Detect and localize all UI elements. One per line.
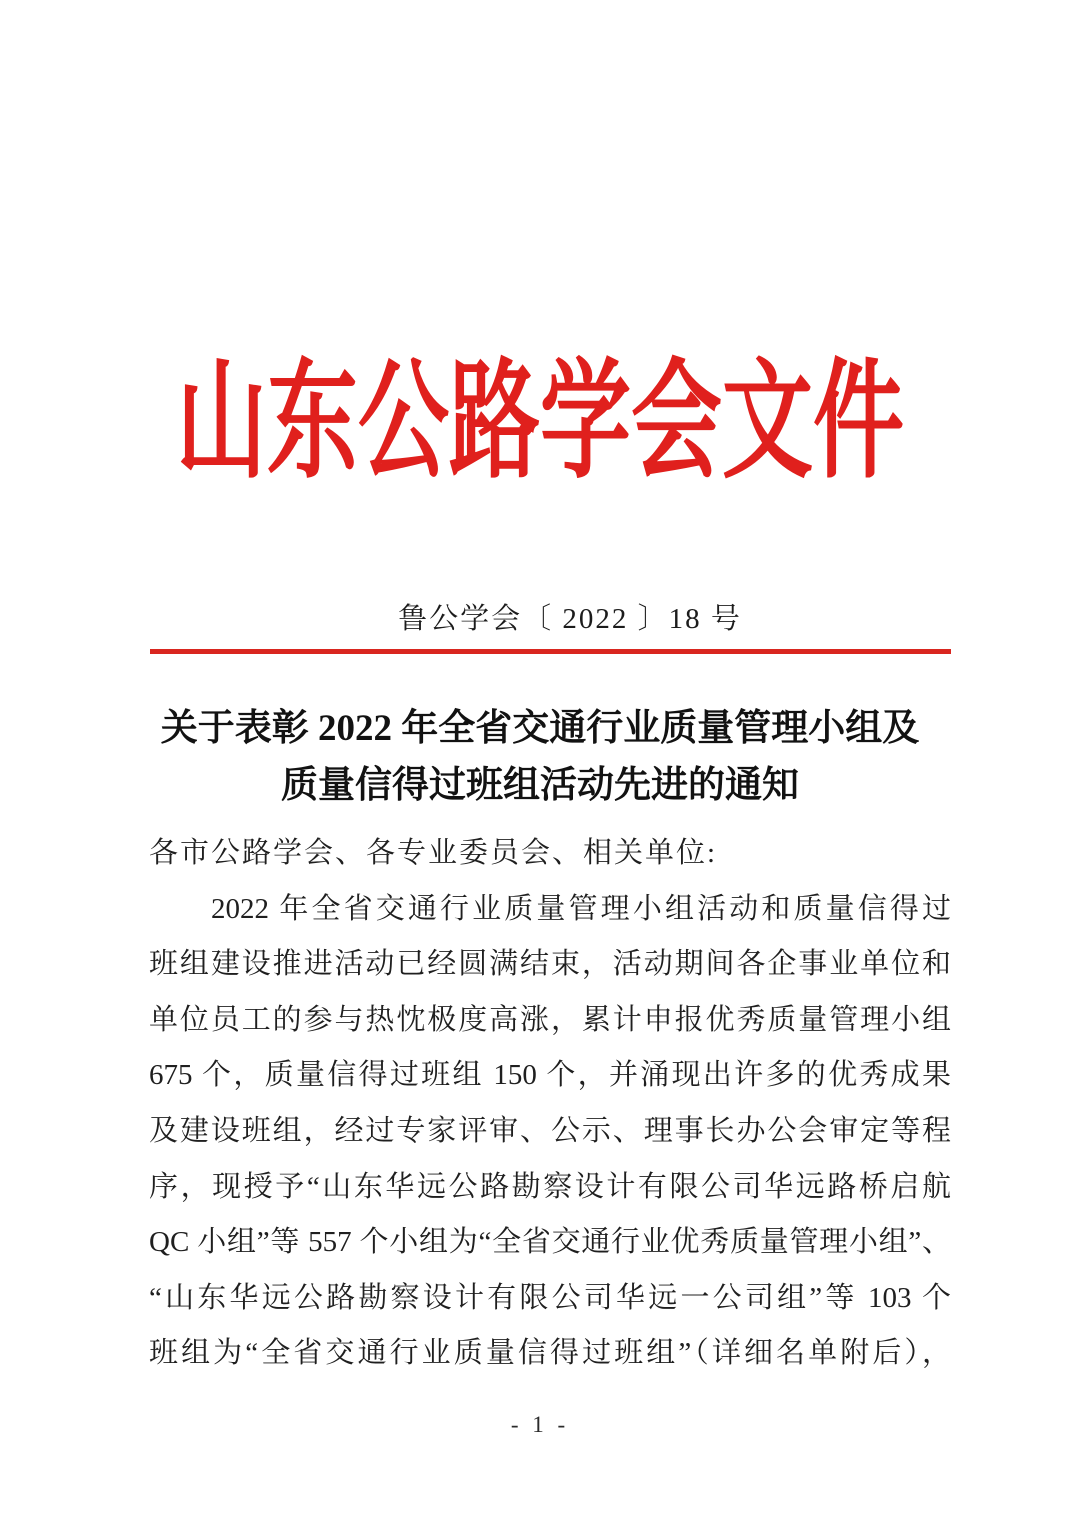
document-number: 鲁公学会〔 2022 〕18 号 <box>398 603 742 635</box>
body-line: 675 个，质量信得过班组 150 个，并涌现出许多的优秀成果 <box>149 1059 951 1092</box>
page-number: - 1 - <box>510 1412 570 1437</box>
body-line: 2022 年全省交通行业质量管理小组活动和质量信得过 <box>211 892 951 925</box>
notice-title <box>0 700 1080 814</box>
body-line: 班组为“全省交通行业质量信得过班组”（详细名单附后）， <box>149 1337 951 1370</box>
body-line: 班组建设推进活动已经圆满结束，活动期间各企事业单位和 <box>149 948 951 981</box>
body-line: 序，现授予“山东华远公路勘察设计有限公司华远路桥启航 <box>149 1170 951 1203</box>
notice-title-line2: 质量信得过班组活动先进的通知 <box>281 765 799 806</box>
document-body <box>149 826 951 1382</box>
body-line: 及建设班组，经过专家评审、公示、理事长办公会审定等程 <box>149 1114 951 1147</box>
masthead-title: 山东公路学会文件 <box>175 350 904 494</box>
salutation-line: 各市公路学会、各专业委员会、相关单位: <box>149 837 718 869</box>
body-line: QC 小组”等 557 个小组为“全省交通行业优秀质量管理小组”、 <box>149 1226 951 1259</box>
notice-title-line1: 关于表彰 2022 年全省交通行业质量管理小组及 <box>160 708 920 749</box>
body-line: 单位员工的参与热忱极度高涨，累计申报优秀质量管理小组 <box>149 1003 951 1036</box>
body-line: “山东华远公路勘察设计有限公司华远一公司组”等 103 个 <box>149 1281 951 1314</box>
red-divider-line <box>150 649 951 654</box>
